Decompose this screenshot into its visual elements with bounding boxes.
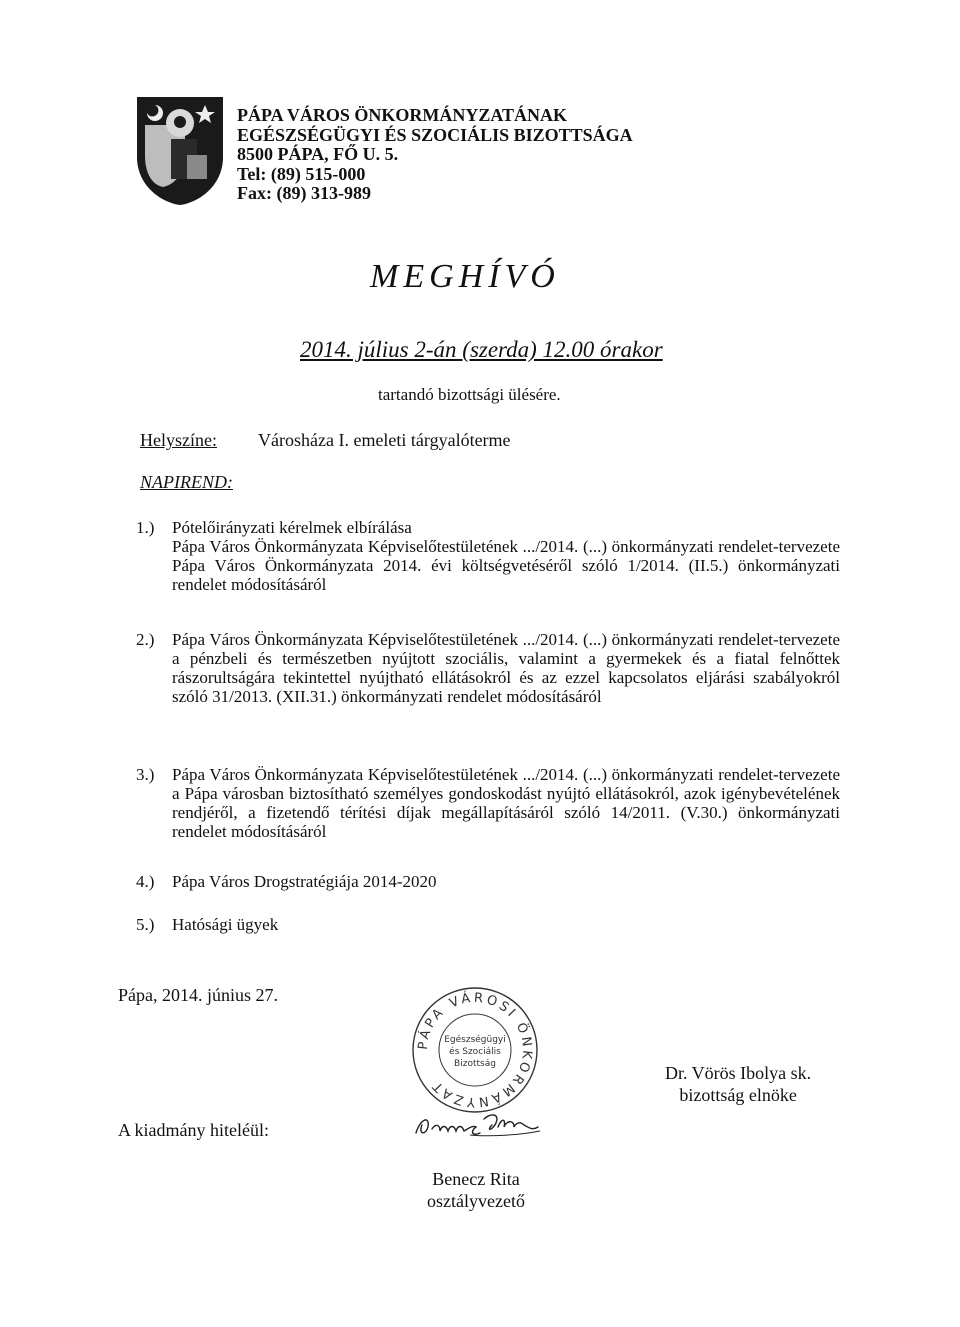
handwritten-signature xyxy=(410,1105,545,1145)
agenda-item xyxy=(136,915,840,934)
agenda-item xyxy=(136,630,840,706)
meeting-date: 2014. július 2-án (szerda) 12.00 órakor xyxy=(300,337,663,362)
header-fax: Fax: (89) 313-989 xyxy=(237,183,371,203)
organization-header xyxy=(237,106,633,204)
venue-value: Városháza I. emeleti tárgyalóterme xyxy=(258,430,511,450)
document-title: MEGHÍVÓ xyxy=(370,258,560,295)
stamp-inner-line-3: Bizottság xyxy=(454,1059,496,1069)
agenda-label: NAPIREND: xyxy=(140,472,233,492)
header-tel: Tel: (89) 515-000 xyxy=(237,163,366,184)
agenda-item-heading: Pótelőirányzati kérelmek elbírálása xyxy=(172,518,412,537)
clerk-signature-block xyxy=(416,1168,536,1212)
authentication-label: A kiadmány hiteléül: xyxy=(118,1120,269,1140)
agenda-item-body: Pápa Város Önkormányzata Képviselőtestületének .../2014. (...) önkormányzati rendelet-tervezete a Pápa városban biztosítható személyes gondoskodást nyújtó ellátásokról, azok igénybevételének rendjéről, a fizetendő térítési díjak megállapításáról szóló 14/2011. (V.30.) önkormányzati rendelet módosításáról xyxy=(172,765,840,841)
agenda-item-number: 1.) xyxy=(136,518,155,537)
agenda-item xyxy=(136,765,840,841)
chair-role: bizottság elnöke xyxy=(679,1085,797,1105)
agenda-item-body: Hatósági ügyek xyxy=(172,915,279,934)
agenda-item-body: Pápa Város Önkormányzata Képviselőtestületének .../2014. (...) önkormányzati rendelet-tervezete Pápa Város Önkormányzata 2014. évi költségvetéséről szóló 1/2014. (II.5.) önkormányzati rendelet módosításáról xyxy=(172,537,840,594)
chair-name: Dr. Vörös Ibolya sk. xyxy=(665,1063,812,1083)
header-line-2: EGÉSZSÉGÜGYI ÉS SZOCIÁLIS BIZOTTSÁGA xyxy=(237,124,633,145)
agenda-item-body: Pápa Város Drogstratégiája 2014-2020 xyxy=(172,872,437,891)
stamp-inner-line-2: és Szociális xyxy=(449,1047,501,1057)
stamp-ring-text: PÁPA VÁROSI ÖNKORMÁNYZAT xyxy=(415,990,535,1110)
agenda-item xyxy=(136,872,840,891)
meeting-subtitle: tartandó bizottsági ülésére. xyxy=(378,385,561,404)
header-line-1: PÁPA VÁROS ÖNKORMÁNYZATÁNAK xyxy=(237,105,568,125)
clerk-role: osztályvezető xyxy=(427,1191,525,1211)
place-and-date: Pápa, 2014. június 27. xyxy=(118,985,278,1005)
venue-label: Helyszíne: xyxy=(140,430,217,450)
coat-of-arms-logo xyxy=(135,95,225,207)
agenda-item-number: 5.) xyxy=(136,915,155,934)
agenda-item xyxy=(136,518,840,594)
chair-signature-block xyxy=(665,1062,811,1106)
agenda-item-number: 2.) xyxy=(136,630,155,649)
agenda-item-body: Pápa Város Önkormányzata Képviselőtestületének .../2014. (...) önkormányzati rendelet-tervezete a pénzbeli és természetben nyújtott szociális, valamint a gyermekek és a fiatal felnőttek rászorultságára tekintettel nyújtható ellátásokról és az ezzel kapcsolatos eljárási szabályokról szóló 31/2013. (XII.31.) önkormányzati rendelet módosításáról xyxy=(172,630,840,706)
official-stamp xyxy=(410,985,540,1115)
stamp-inner-line-1: Egészségügyi xyxy=(444,1035,506,1045)
agenda-item-number: 3.) xyxy=(136,765,155,784)
agenda-item-number: 4.) xyxy=(136,872,155,891)
clerk-name: Benecz Rita xyxy=(432,1169,520,1189)
header-address: 8500 PÁPA, FŐ U. 5. xyxy=(237,144,399,164)
